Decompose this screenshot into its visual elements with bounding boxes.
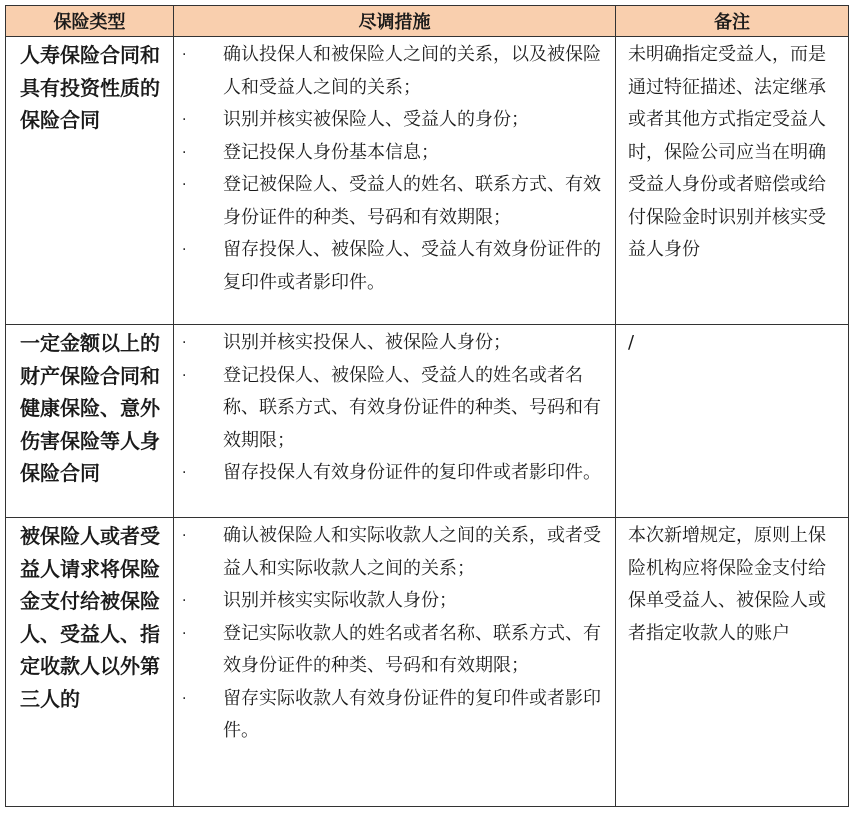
measure-item [182, 169, 605, 234]
measure-item [182, 683, 605, 748]
measure-text: 留存实际收款人有效身份证件的复印件或者影印件。 [223, 687, 601, 741]
bullet-icon: · [182, 177, 187, 193]
bullet-icon: · [182, 47, 187, 63]
table-row [6, 37, 849, 325]
measure-list [182, 39, 605, 299]
bullet-icon: · [182, 690, 187, 707]
due-diligence-table [5, 5, 849, 807]
measure-item [182, 104, 605, 137]
bullet-icon: · [182, 528, 187, 544]
measure-text: 识别并核实被保险人、受益人的身份； [223, 109, 529, 130]
bullet-icon: · [182, 144, 187, 161]
measure-item [182, 137, 605, 170]
measure-item [182, 360, 605, 458]
measure-item [182, 457, 605, 490]
measure-text: 识别并核实实际收款人身份； [223, 590, 457, 611]
header-notes: 备注 [616, 6, 849, 37]
measure-text: 登记实际收款人的姓名或者名称、联系方式、有效身份证件的种类、号码和有效期限； [223, 622, 601, 676]
measure-item [182, 618, 605, 683]
bullet-icon: · [182, 465, 187, 481]
bullet-icon: · [182, 242, 187, 258]
measure-text: 确认被保险人和实际收款人之间的关系，或者受益人和实际收款人之间的关系； [223, 525, 601, 579]
note-cell: 未明确指定受益人，而是通过特征描述、法定继承或者其他方式指定受益人时，保险公司应当在明确受益人身份或者赔偿或给付保险金时识别并核实受益人身份 [616, 37, 849, 325]
header-row [6, 6, 849, 37]
measure-item [182, 585, 605, 618]
measure-text: 登记投保人、被保险人、受益人的姓名或者名称、联系方式、有效身份证件的种类、号码和有效期限； [223, 364, 601, 451]
measures-cell [174, 37, 616, 325]
measure-item [182, 520, 605, 585]
measures-cell [174, 325, 616, 518]
measure-item [182, 327, 605, 360]
measure-text: 登记投保人身份基本信息； [223, 141, 439, 163]
note-cell: 本次新增规定，原则上保险机构应将保险金支付给保单受益人、被保险人或者指定收款人的账户 [616, 518, 849, 807]
measures-cell [174, 518, 616, 807]
insurance-type-cell: 一定金额以上的财产保险合同和健康保险、意外伤害保险等人身保险合同 [6, 325, 174, 518]
measure-list [182, 327, 605, 490]
measure-text: 登记被保险人、受益人的姓名、联系方式、有效身份证件的种类、号码和有效期限； [223, 174, 601, 228]
measure-item [182, 39, 605, 104]
measure-text: 留存投保人、被保险人、受益人有效身份证件的复印件或者影印件。 [223, 239, 601, 293]
header-due-diligence-measures: 尽调措施 [174, 6, 616, 37]
bullet-icon: · [182, 625, 187, 642]
measure-text: 留存投保人有效身份证件的复印件或者影印件。 [223, 462, 601, 483]
insurance-type-cell: 人寿保险合同和具有投资性质的保险合同 [6, 37, 174, 325]
bullet-icon: · [182, 112, 187, 128]
measure-text: 识别并核实投保人、被保险人身份； [223, 332, 511, 353]
table-row [6, 518, 849, 807]
insurance-type-cell: 被保险人或者受益人请求将保险金支付给被保险人、受益人、指定收款人以外第三人的 [6, 518, 174, 807]
note-cell: / [616, 325, 849, 518]
measure-list [182, 520, 605, 748]
table-row [6, 325, 849, 518]
header-insurance-type: 保险类型 [6, 6, 174, 37]
measure-text: 确认投保人和被保险人之间的关系，以及被保险人和受益人之间的关系； [223, 44, 601, 98]
measure-item [182, 234, 605, 299]
bullet-icon: · [182, 593, 187, 609]
bullet-icon: · [182, 335, 187, 351]
bullet-icon: · [182, 367, 187, 384]
